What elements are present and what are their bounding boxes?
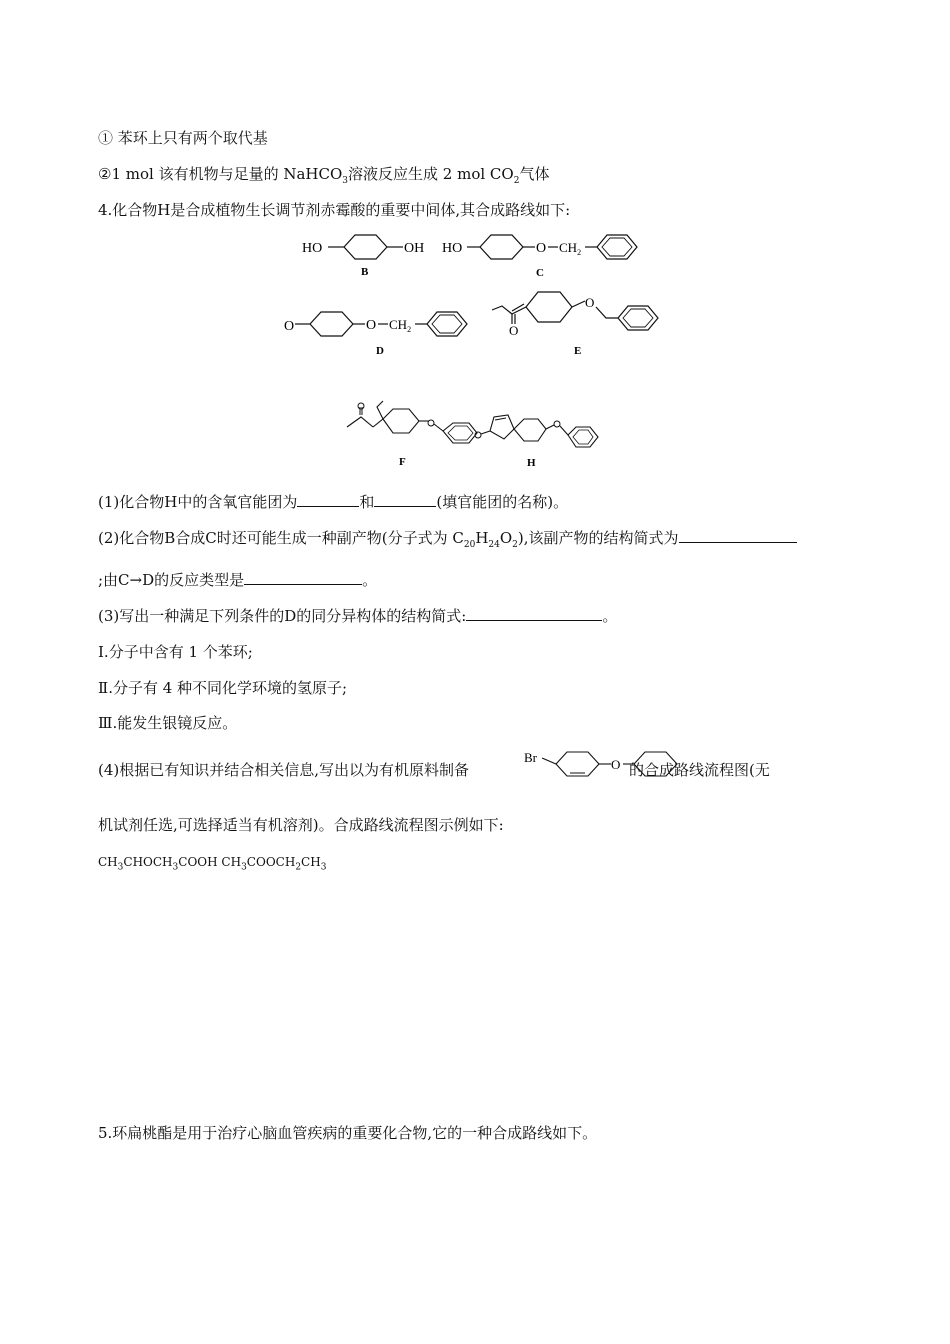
- structure-h: [472, 405, 607, 474]
- answer-blank[interactable]: [244, 570, 362, 585]
- question-4-part-4b: 机试剂任选,可选择适当有机溶剂)。合成路线流程图示例如下:: [98, 816, 504, 834]
- svg-text:OH: OH: [404, 241, 425, 256]
- answer-blank[interactable]: [466, 606, 602, 621]
- condition-1: ① 苯环上只有两个取代基: [98, 129, 268, 147]
- svg-text:CH2: $CH_2$: [389, 317, 412, 334]
- svg-text:O: O: [536, 241, 547, 256]
- answer-blank[interactable]: [297, 492, 359, 507]
- svg-text:D: D: [376, 345, 384, 357]
- question-4-part-1: (1)化合物H中的含氧官能团为 和 (填官能团的名称)。: [98, 493, 569, 511]
- answer-blank[interactable]: [679, 528, 797, 543]
- answer-blank[interactable]: [374, 492, 436, 507]
- question-4-intro: 4.化合物H是合成植物生长调节剂赤霉酸的重要中间体,其合成路线如下:: [98, 201, 571, 219]
- condition-iii: Ⅲ.能发生银镜反应。: [98, 714, 238, 732]
- structure-f: [343, 395, 493, 474]
- question-4-part-2b: ;由C→D的反应类型是 。: [98, 571, 378, 589]
- structure-target: [522, 744, 687, 793]
- structure-d: [280, 303, 485, 362]
- svg-text:E: E: [574, 345, 582, 357]
- svg-text:O: O: [509, 323, 519, 338]
- svg-text:C: C: [536, 267, 544, 279]
- svg-text:O: O: [611, 757, 621, 772]
- example-route: $CH_3CHOCH_3COOH$ $CH_3COOCH_2CH_3$: [98, 855, 327, 873]
- svg-text:HO: HO: [442, 241, 463, 256]
- svg-text:H: H: [527, 457, 536, 469]
- question-5-intro: 5.环扁桃酯是用于治疗心脑血管疾病的重要化合物,它的一种合成路线如下。: [98, 1124, 598, 1142]
- structure-c: [440, 228, 655, 284]
- svg-text:B: B: [361, 266, 369, 278]
- svg-text:Br: Br: [524, 750, 537, 765]
- svg-text:CH2: $CH_2$: [559, 240, 582, 257]
- condition-i: Ⅰ.分子中含有 1 个苯环;: [98, 643, 253, 661]
- svg-text:O: O: [284, 319, 295, 334]
- condition-ii: Ⅱ.分子有 4 种不同化学环境的氢原子;: [98, 679, 348, 697]
- question-4-part-2: (2)化合物B合成C时还可能生成一种副产物(分子式为 $C_{20}H_{24}O_2$),该副产物的结构简式为: [98, 528, 797, 555]
- svg-text:O: O: [366, 318, 377, 333]
- condition-2: ②1 mol 该有机物与足量的 NaHCO$_3$溶液反应生成 2 mol $CO_2$气体: [98, 165, 550, 186]
- structure-b: [300, 228, 440, 282]
- question-4-part-3: (3)写出一种满足下列条件的D的同分异构体的结构简式: 。: [98, 607, 618, 625]
- svg-text:F: F: [399, 456, 406, 468]
- structure-e: [488, 284, 673, 363]
- svg-text:HO: HO: [302, 241, 323, 256]
- question-4-part-4: (4)根据已有知识并结合相关信息,写出以为有机原料制备 的合成路线流程图(无: [98, 761, 770, 779]
- svg-text:O: O: [585, 295, 595, 310]
